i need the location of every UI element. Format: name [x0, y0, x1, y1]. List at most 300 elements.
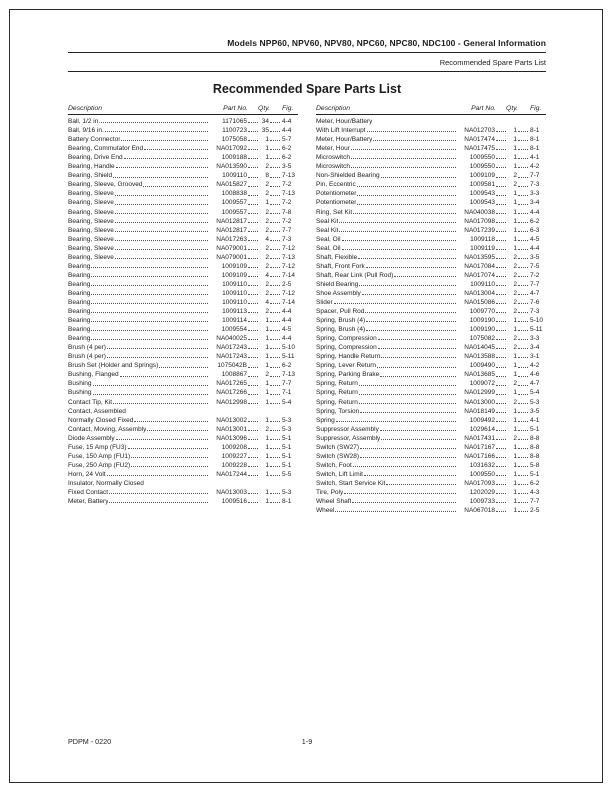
part-description: Shaft, Flexible: [316, 253, 358, 261]
parts-row: [316, 378, 546, 387]
dot-leader: [270, 231, 280, 232]
part-number: 1009554: [221, 326, 247, 334]
parts-row: [316, 324, 546, 333]
part-figure: 7-2: [282, 199, 292, 207]
part-number: 1075042B: [217, 362, 247, 370]
part-description: Bearing, Sleeve: [68, 226, 114, 234]
dot-leader: [336, 421, 456, 422]
dot-leader: [91, 276, 208, 277]
parts-row: [68, 206, 298, 215]
dot-leader: [270, 167, 280, 168]
dot-leader: [131, 457, 208, 458]
dot-leader: [360, 448, 456, 449]
parts-row: [68, 125, 298, 134]
part-description: Spring, Brush (4): [316, 326, 366, 334]
dot-leader: [248, 158, 258, 159]
part-description: Spring: [316, 416, 335, 424]
dot-leader: [248, 195, 258, 196]
parts-row: [68, 378, 298, 387]
part-quantity: 1: [265, 353, 269, 361]
part-figure: 7-7: [530, 280, 540, 288]
dot-leader: [496, 457, 506, 458]
dot-leader: [518, 177, 528, 178]
parts-row: [316, 406, 546, 415]
dot-leader: [270, 493, 280, 494]
part-description: Microswitch: [316, 163, 350, 171]
dot-leader: [378, 348, 456, 349]
dot-leader: [496, 303, 506, 304]
part-figure: 5-7: [282, 136, 292, 144]
dot-leader: [518, 511, 528, 512]
dot-leader: [377, 367, 456, 368]
part-quantity: 1: [265, 154, 269, 162]
part-description: Horn, 24 Volt: [68, 470, 106, 478]
part-quantity: 1: [513, 244, 517, 252]
part-description: Potentiometer: [316, 190, 357, 198]
dot-leader: [91, 294, 208, 295]
parts-row: [316, 206, 546, 215]
parts-row: [68, 243, 298, 252]
parts-row: [316, 270, 546, 279]
part-number: NA013588: [464, 353, 495, 361]
part-quantity: 1: [513, 226, 517, 234]
table-body-right: [316, 116, 546, 514]
footer-doc-code: PDPM - 0220: [68, 737, 112, 746]
dot-leader: [496, 195, 506, 196]
part-number: 1009492: [469, 416, 495, 424]
part-number: NA013003: [216, 488, 247, 496]
dot-leader: [107, 357, 208, 358]
part-number: NA017263: [216, 235, 247, 243]
part-figure: 4-4: [282, 118, 292, 126]
dot-leader: [496, 213, 506, 214]
dot-leader: [248, 204, 258, 205]
part-number: NA067018: [464, 507, 495, 515]
dot-leader: [248, 131, 258, 132]
part-number: 1009557: [221, 208, 247, 216]
dot-leader: [342, 249, 456, 250]
part-number: NA017093: [464, 479, 495, 487]
part-description: Tire, Poly: [316, 488, 344, 496]
parts-row: [316, 315, 546, 324]
part-description: Fuse, 15 Amp (FU3): [68, 443, 127, 451]
part-figure: 4-4: [282, 335, 292, 343]
part-quantity: 1: [265, 335, 269, 343]
part-description: Bearing: [68, 262, 91, 270]
part-number: 1009110: [222, 280, 247, 288]
part-quantity: 1: [513, 145, 517, 153]
part-description: Meter, Battery: [68, 498, 109, 506]
parts-row: [68, 342, 298, 351]
parts-row: [68, 360, 298, 369]
dot-leader: [270, 421, 280, 422]
part-description: Meter, Hour: [316, 145, 350, 153]
part-quantity: 1: [513, 416, 517, 424]
dot-leader: [116, 439, 208, 440]
part-quantity: 8: [265, 172, 269, 180]
part-figure: 4-2: [530, 362, 540, 370]
parts-row: [68, 415, 298, 424]
part-figure: 7-13: [282, 371, 296, 379]
parts-row: [68, 324, 298, 333]
parts-row: [316, 243, 546, 252]
part-quantity: 1: [513, 235, 517, 243]
part-figure: 5-4: [282, 398, 292, 406]
parts-row: [68, 396, 298, 405]
part-description: Spring, Lever Return: [316, 362, 376, 370]
dot-leader: [107, 348, 208, 349]
dot-leader: [366, 267, 456, 268]
dot-leader: [518, 348, 528, 349]
part-quantity: 2: [265, 208, 269, 216]
part-description: Shaft, Front Fork: [316, 262, 365, 270]
part-figure: 4-5: [282, 326, 292, 334]
parts-row: [68, 306, 298, 315]
dot-leader: [518, 439, 528, 440]
dot-leader: [496, 511, 506, 512]
part-figure: 4-6: [530, 371, 540, 379]
dot-leader: [518, 484, 528, 485]
dot-leader: [518, 167, 528, 168]
part-quantity: 2: [513, 271, 517, 279]
part-figure: 5-1: [530, 425, 540, 433]
part-number: 1009733: [469, 498, 495, 506]
part-number: 1008867: [221, 371, 247, 379]
part-description: Switch (SW27): [316, 443, 359, 451]
part-quantity: 1: [265, 434, 269, 442]
part-number: 1009190: [469, 317, 495, 325]
dot-leader: [270, 303, 280, 304]
dot-leader: [91, 285, 208, 286]
part-description: Wheel: [316, 507, 335, 515]
part-figure: 5-1: [282, 434, 292, 442]
part-number: NA018149: [464, 407, 495, 415]
part-quantity: 1: [513, 317, 517, 325]
dot-leader: [270, 249, 280, 250]
table-header-right: [316, 102, 546, 115]
dot-leader: [144, 149, 208, 150]
part-description: Bearing: [68, 308, 91, 316]
part-figure: 4-4: [282, 308, 292, 316]
dot-leader: [270, 276, 280, 277]
part-quantity: 2: [513, 289, 517, 297]
part-figure: 5-5: [282, 470, 292, 478]
dot-leader: [496, 394, 506, 395]
dot-leader: [518, 502, 528, 503]
part-number: 1009190: [469, 326, 495, 334]
part-figure: 5-3: [282, 416, 292, 424]
part-description: Bearing, Handle: [68, 163, 115, 171]
column-header-qty: Qty.: [258, 105, 270, 112]
part-description: Bearing: [68, 289, 91, 297]
parts-row: [316, 478, 546, 487]
dot-leader: [91, 321, 208, 322]
part-quantity: 1: [265, 461, 269, 469]
parts-row: [68, 442, 298, 451]
dot-leader: [496, 177, 506, 178]
part-number: 1009110: [222, 289, 247, 297]
dot-leader: [386, 484, 456, 485]
part-description: Brush Set (Holder and Springs): [68, 362, 159, 370]
part-quantity: 1: [265, 344, 269, 352]
part-description: Switch, Start Service Kit: [316, 479, 386, 487]
part-figure: 7-13: [282, 253, 296, 261]
part-figure: 3-3: [530, 335, 540, 343]
part-description: Bearing, Sleeve: [68, 244, 114, 252]
part-description: Seal, Oil: [316, 244, 341, 252]
dot-leader: [270, 367, 280, 368]
part-description: Bearing, Sleeve: [68, 235, 114, 243]
part-figure: 4-7: [530, 289, 540, 297]
part-quantity: 2: [265, 262, 269, 270]
part-number: 1075058: [221, 136, 247, 144]
part-figure: 6-2: [530, 217, 540, 225]
part-description: Normally Closed Fixed: [68, 416, 134, 424]
part-description: Slider: [316, 298, 333, 306]
part-description: Switch (SW28): [316, 452, 359, 460]
parts-row: [68, 252, 298, 261]
dot-leader: [248, 213, 258, 214]
parts-row: [316, 460, 546, 469]
part-quantity: 2: [513, 308, 517, 316]
dot-leader: [270, 466, 280, 467]
part-description: Spacer, Pull Rod: [316, 308, 365, 316]
part-figure: 4-1: [530, 416, 540, 424]
dot-leader: [270, 122, 280, 123]
parts-row: [316, 469, 546, 478]
dot-leader: [248, 140, 258, 141]
part-number: NA040038: [464, 208, 495, 216]
dot-leader: [496, 258, 506, 259]
dot-leader: [518, 294, 528, 295]
part-number: NA013590: [216, 163, 247, 171]
dot-leader: [248, 357, 258, 358]
dot-leader: [248, 294, 258, 295]
dot-leader: [115, 249, 208, 250]
part-quantity: 2: [513, 298, 517, 306]
part-quantity: 1: [265, 380, 269, 388]
parts-row: [316, 297, 546, 306]
dot-leader: [362, 294, 456, 295]
parts-row: [68, 424, 298, 433]
part-number: 1009110: [222, 298, 247, 306]
part-figure: 6-2: [282, 362, 292, 370]
dot-leader: [248, 149, 258, 150]
part-quantity: 1: [513, 470, 517, 478]
part-figure: 6-2: [282, 154, 292, 162]
dot-leader: [270, 204, 280, 205]
dot-leader: [496, 222, 506, 223]
part-quantity: 1: [513, 488, 517, 496]
part-description: Ball, 9/16 in.: [68, 127, 104, 135]
parts-row: [316, 134, 546, 143]
part-description: Suppressor Assembly: [316, 425, 379, 433]
part-description: Spring, Handle Return: [316, 353, 381, 361]
dot-leader: [248, 122, 258, 123]
part-description: Spring, Parking Brake: [316, 371, 380, 379]
dot-leader: [248, 394, 258, 395]
dot-leader: [248, 457, 258, 458]
part-quantity: 1: [513, 389, 517, 397]
part-number: NA014045: [464, 344, 495, 352]
dot-leader: [270, 149, 280, 150]
dot-leader: [248, 339, 258, 340]
dot-leader: [496, 466, 506, 467]
part-number: 1029614: [469, 425, 495, 433]
dot-leader: [496, 430, 506, 431]
part-description: Spring, Return: [316, 398, 358, 406]
dot-leader: [366, 330, 456, 331]
parts-row: [68, 143, 298, 152]
part-figure: 3-4: [530, 344, 540, 352]
part-description: Brush (4 per): [68, 344, 106, 352]
part-quantity: 1: [265, 470, 269, 478]
part-description: Bushing, Flanged: [68, 371, 119, 379]
column-header-description: Description: [316, 105, 350, 112]
part-number: 1009228: [221, 461, 247, 469]
part-description: Battery Connector: [68, 136, 121, 144]
column-header-part-no: Part No.: [223, 105, 248, 112]
parts-row: [68, 170, 298, 179]
part-quantity: 2: [513, 398, 517, 406]
part-description: Pin, Eccentric: [316, 181, 356, 189]
dot-leader: [270, 158, 280, 159]
dot-leader: [270, 213, 280, 214]
part-description: Spring, Torsion: [316, 407, 360, 415]
dot-leader: [270, 502, 280, 503]
dot-leader: [248, 421, 258, 422]
part-figure: 3-5: [282, 163, 292, 171]
parts-row: [68, 496, 298, 505]
parts-row: [68, 152, 298, 161]
footer-page-number: 1-9: [301, 737, 313, 746]
dot-leader: [366, 321, 456, 322]
part-quantity: 2: [265, 308, 269, 316]
parts-row: [68, 351, 298, 360]
dot-leader: [518, 466, 528, 467]
part-figure: 7-8: [282, 208, 292, 216]
parts-tables: [68, 102, 546, 514]
part-figure: 7-12: [282, 262, 296, 270]
parts-row: [316, 225, 546, 234]
part-description: Bearing, Sleeve: [68, 190, 114, 198]
part-description: Wheel Shaft: [316, 498, 352, 506]
dot-leader: [270, 339, 280, 340]
part-figure: 7-7: [282, 226, 292, 234]
part-description: Bearing, Shield: [68, 172, 113, 180]
dot-leader: [248, 167, 258, 168]
part-number: NA015086: [464, 298, 495, 306]
dot-leader: [101, 122, 208, 123]
parts-row: [68, 487, 298, 496]
column-header-qty: Qty.: [506, 105, 518, 112]
dot-leader: [496, 240, 506, 241]
dot-leader: [107, 475, 208, 476]
dot-leader: [367, 131, 457, 132]
part-quantity: 1: [513, 208, 517, 216]
parts-row: [316, 333, 546, 342]
dot-leader: [496, 330, 506, 331]
dot-leader: [518, 330, 528, 331]
dot-leader: [518, 457, 528, 458]
dot-leader: [248, 222, 258, 223]
dot-leader: [120, 376, 208, 377]
part-description: Fuse, 250 Amp (FU2): [68, 461, 131, 469]
part-figure: 6-2: [282, 145, 292, 153]
part-quantity: 2: [513, 181, 517, 189]
part-description: Switch, Foot: [316, 461, 352, 469]
part-number: NA017431: [464, 434, 495, 442]
dot-leader: [518, 475, 528, 476]
dot-leader: [270, 357, 280, 358]
part-description: Fuse, 150 Amp (FU1): [68, 452, 131, 460]
dot-leader: [351, 167, 456, 168]
dot-leader: [248, 276, 258, 277]
part-description: Potentiometer: [316, 199, 357, 207]
part-quantity: 2: [265, 163, 269, 171]
part-number: 1009110: [470, 280, 495, 288]
part-quantity: 2: [265, 253, 269, 261]
dot-leader: [270, 430, 280, 431]
dot-leader: [518, 285, 528, 286]
dot-leader: [270, 457, 280, 458]
dot-leader: [248, 502, 258, 503]
part-description: Bearing: [68, 317, 91, 325]
dot-leader: [248, 448, 258, 449]
dot-leader: [496, 158, 506, 159]
part-description: Spring, Compression: [316, 344, 377, 352]
dot-leader: [496, 367, 506, 368]
part-quantity: 1: [265, 398, 269, 406]
parts-row: [68, 279, 298, 288]
dot-leader: [270, 294, 280, 295]
parts-row: [316, 487, 546, 496]
dot-leader: [496, 493, 506, 494]
dot-leader: [518, 195, 528, 196]
part-number: 1009119: [470, 244, 495, 252]
part-number: NA013004: [464, 289, 495, 297]
part-description: Brush (4 per): [68, 353, 106, 361]
dot-leader: [121, 140, 208, 141]
parts-row: [316, 396, 546, 405]
dot-leader: [115, 213, 208, 214]
dot-leader: [248, 439, 258, 440]
dot-leader: [496, 186, 506, 187]
dot-leader: [357, 204, 456, 205]
part-quantity: 1: [513, 498, 517, 506]
part-figure: 5-8: [530, 461, 540, 469]
dot-leader: [496, 421, 506, 422]
part-figure: 7-13: [282, 190, 296, 198]
part-quantity: 2: [265, 425, 269, 433]
part-quantity: 1: [513, 127, 517, 135]
part-number: NA015827: [216, 181, 247, 189]
part-quantity: 1: [265, 389, 269, 397]
part-quantity: 1: [265, 326, 269, 334]
part-description: Spring, Return: [316, 389, 358, 397]
part-figure: 5-10: [530, 317, 544, 325]
part-number: NA017167: [464, 443, 495, 451]
part-description: Contact, Assembled: [68, 407, 126, 415]
column-header-part-no: Part No.: [471, 105, 496, 112]
part-figure: 8-1: [530, 145, 540, 153]
dot-leader: [270, 285, 280, 286]
parts-row: [316, 152, 546, 161]
part-quantity: 1: [265, 452, 269, 460]
part-figure: 4-4: [282, 317, 292, 325]
page-title: Recommended Spare Parts List: [212, 82, 402, 96]
part-number: NA013001: [216, 425, 247, 433]
